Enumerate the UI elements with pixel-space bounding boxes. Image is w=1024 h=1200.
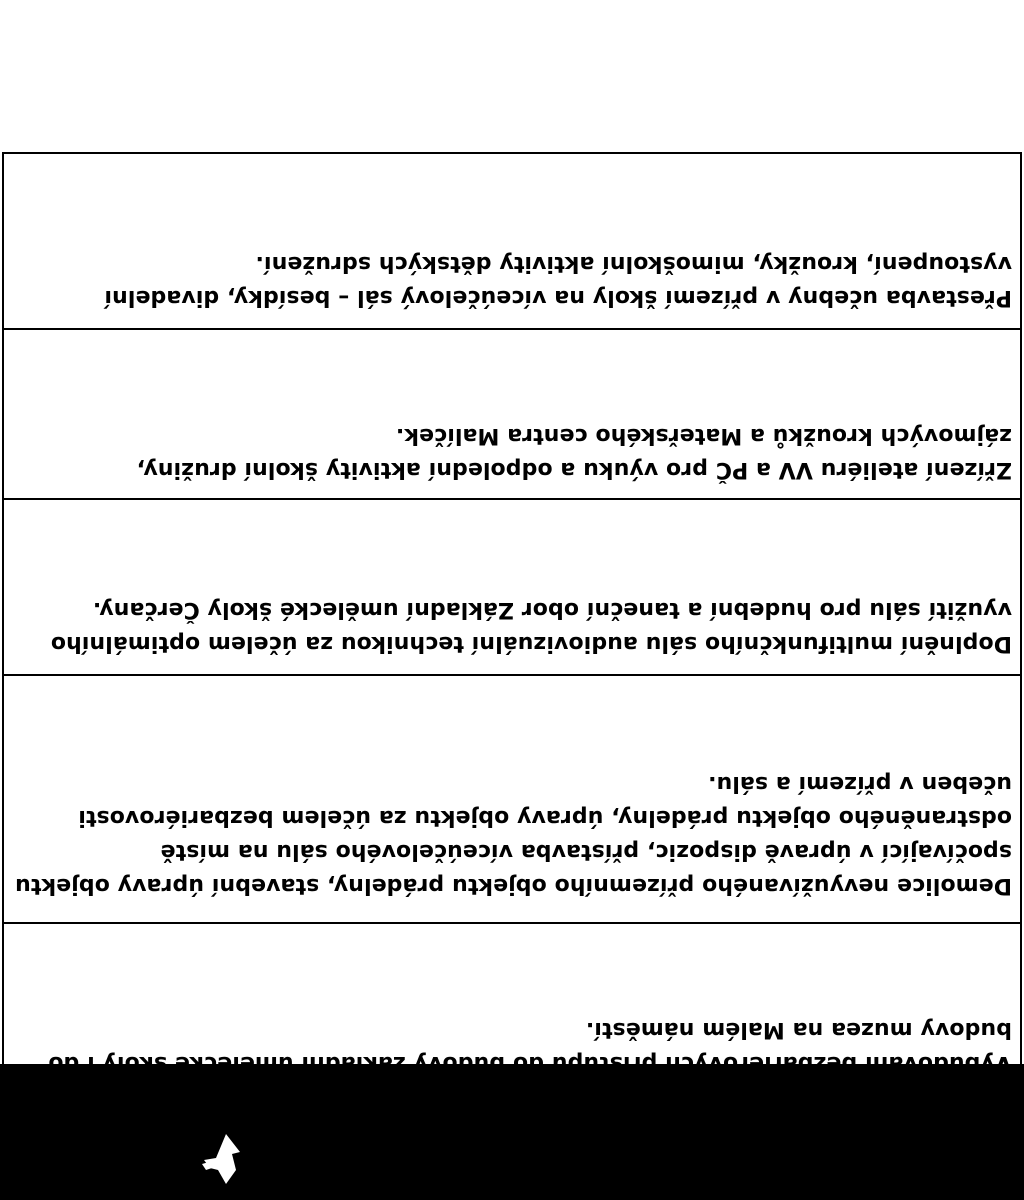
table-row xyxy=(4,328,1020,498)
row-text: budovy muzea na Malém náměstí. xyxy=(585,1017,1012,1042)
row-text: Demolice nevyužívaného přízemního objektu prádelny, stavební úpravy objektu spočívající v úpravě dispozic, přístavba víceúčelového sálu na místě odstraněného objektu prádelny, úpravy objektu za účelem bezbariérovosti učeben v přízemí a sálu. xyxy=(15,771,1012,898)
row-text: Doplnění multifunkčního sálu audiovizuální technikou za účelem optimálního využití sálu pro hudební a taneční obor Základní umělecké školy Čerčany. xyxy=(50,597,1012,656)
table-row xyxy=(4,674,1020,922)
scan-dark-margin xyxy=(0,1064,1024,1200)
hand-pointer-icon xyxy=(196,1130,246,1190)
project-description-table xyxy=(2,152,1022,1198)
table-row xyxy=(4,498,1020,674)
row-text: Přestavba učebny v přízemí školy na víceúčelový sál – besídky, divadelní vystoupení, kroužky, mimoškolní aktivity dětských sdružení. xyxy=(104,251,1012,310)
row-text: Zřízení ateliéru VV a PČ pro výuku a odpolední aktivity školní družiny, zájmových kroužků a Mateřského centra Malíček. xyxy=(136,423,1012,482)
table-row xyxy=(4,152,1020,328)
